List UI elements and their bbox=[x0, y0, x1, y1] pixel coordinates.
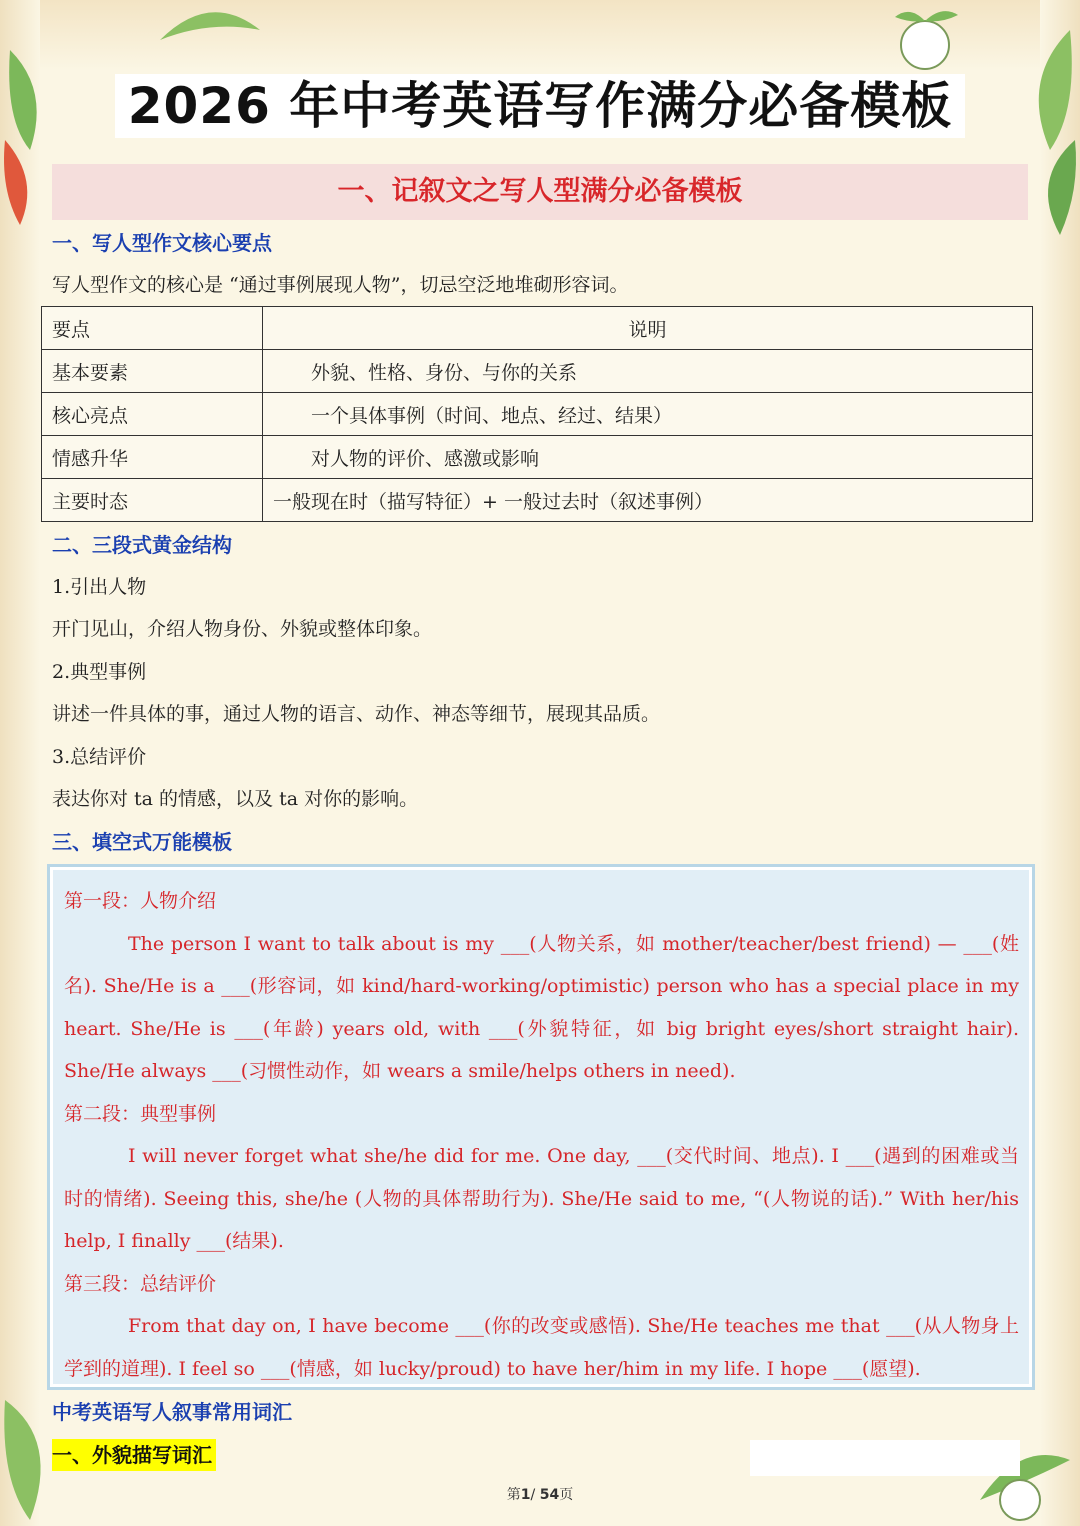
fill-in-template-box bbox=[47, 864, 1035, 1390]
table-header-cell: 说明 bbox=[263, 307, 1033, 350]
structure-item-desc: 开门见山，介绍人物身份、外貌或整体印象。 bbox=[52, 618, 433, 640]
page-number bbox=[0, 1484, 1080, 1504]
document-title: 2026 年中考英语写作满分必备模板 bbox=[115, 74, 965, 138]
section2-heading: 二、三段式黄金结构 bbox=[52, 533, 232, 557]
table-cell: 基本要素 bbox=[42, 350, 263, 393]
page-total: 54 bbox=[539, 1487, 560, 1503]
template-content bbox=[53, 870, 1029, 1384]
page-current: 1 bbox=[520, 1487, 531, 1503]
leaf-decoration-left-icon bbox=[0, 30, 60, 230]
paragraph1-label: 第一段：人物介绍 bbox=[64, 890, 217, 912]
structure-item-title: 2.典型事例 bbox=[52, 661, 147, 683]
section1-heading: 一、写人型作文核心要点 bbox=[52, 231, 272, 255]
table-cell: 一个具体事例（时间、地点、经过、结果） bbox=[263, 393, 1033, 436]
page-suffix: 页 bbox=[559, 1487, 574, 1503]
page-separator: / bbox=[530, 1487, 540, 1503]
section-banner: 一、记叙文之写人型满分必备模板 bbox=[52, 164, 1028, 220]
structure-item-desc: 讲述一件具体的事，通过人物的语言、动作、神态等细节，展现其品质。 bbox=[52, 703, 661, 725]
table-cell: 一般现在时（描写特征）+ 一般过去时（叙述事例） bbox=[263, 479, 1033, 522]
white-patch bbox=[750, 1440, 1020, 1476]
section3-heading: 三、填空式万能模板 bbox=[52, 830, 232, 854]
table-row bbox=[42, 436, 1033, 479]
vocab-heading: 中考英语写人叙事常用词汇 bbox=[52, 1400, 292, 1424]
table-cell: 对人物的评价、感激或影响 bbox=[263, 436, 1033, 479]
table-row bbox=[42, 479, 1033, 522]
key-points-table bbox=[41, 306, 1033, 522]
table-header-cell: 要点 bbox=[42, 307, 263, 350]
vocab-subheading-highlighted: 一、外貌描写词汇 bbox=[52, 1439, 216, 1471]
section1-intro: 写人型作文的核心是 “通过事例展现人物”，切忌空泛地堆砌形容词。 bbox=[52, 274, 629, 296]
paragraph2-template: I will never forget what she/he did for me. One day, ___(交代时间、地点). I ___(遇到的困难或当时的情绪). Seeing this, she/he (人物的具体帮助行为). She/He said to me, “(人物说的话).” With her/his help, I finally ___(结果). bbox=[64, 1145, 1019, 1252]
structure-item-title: 3.总结评价 bbox=[52, 746, 147, 768]
table-cell: 主要时态 bbox=[42, 479, 263, 522]
table-row bbox=[42, 393, 1033, 436]
table-cell: 情感升华 bbox=[42, 436, 263, 479]
structure-item-title: 1.引出人物 bbox=[52, 576, 147, 598]
paragraph3-template: From that day on, I have become ___(你的改变或感悟). She/He teaches me that ___(从人物身上学到的道理). I feel so ___(情感，如 lucky/proud) to have her/him in my life. I hope ___(愿望). bbox=[64, 1315, 1019, 1380]
table-header-row bbox=[42, 307, 1033, 350]
sprout-character-icon bbox=[870, 5, 980, 75]
paragraph1-template: The person I want to talk about is my ___(人物关系，如 mother/teacher/best friend) — ___(姓名). She/He is a ___(形容词，如 kind/hard-working/optimistic) person who has a special place in my heart. She/He is ___(年龄) years old, with ___(外貌特征，如 big bright eyes/short straight hair). She/He always ___(习惯性动作，如 wears a smile/helps others in need). bbox=[64, 932, 1019, 1082]
leaf-decoration-top-icon bbox=[150, 0, 270, 50]
table-cell: 外貌、性格、身份、与你的关系 bbox=[263, 350, 1033, 393]
paragraph2-label: 第二段：典型事例 bbox=[64, 1102, 217, 1125]
structure-item-desc: 表达你对 ta 的情感，以及 ta 对你的影响。 bbox=[52, 788, 419, 810]
table-cell: 核心亮点 bbox=[42, 393, 263, 436]
page-prefix: 第 bbox=[506, 1487, 521, 1503]
paragraph3-label: 第三段：总结评价 bbox=[64, 1272, 217, 1295]
table-row bbox=[42, 350, 1033, 393]
